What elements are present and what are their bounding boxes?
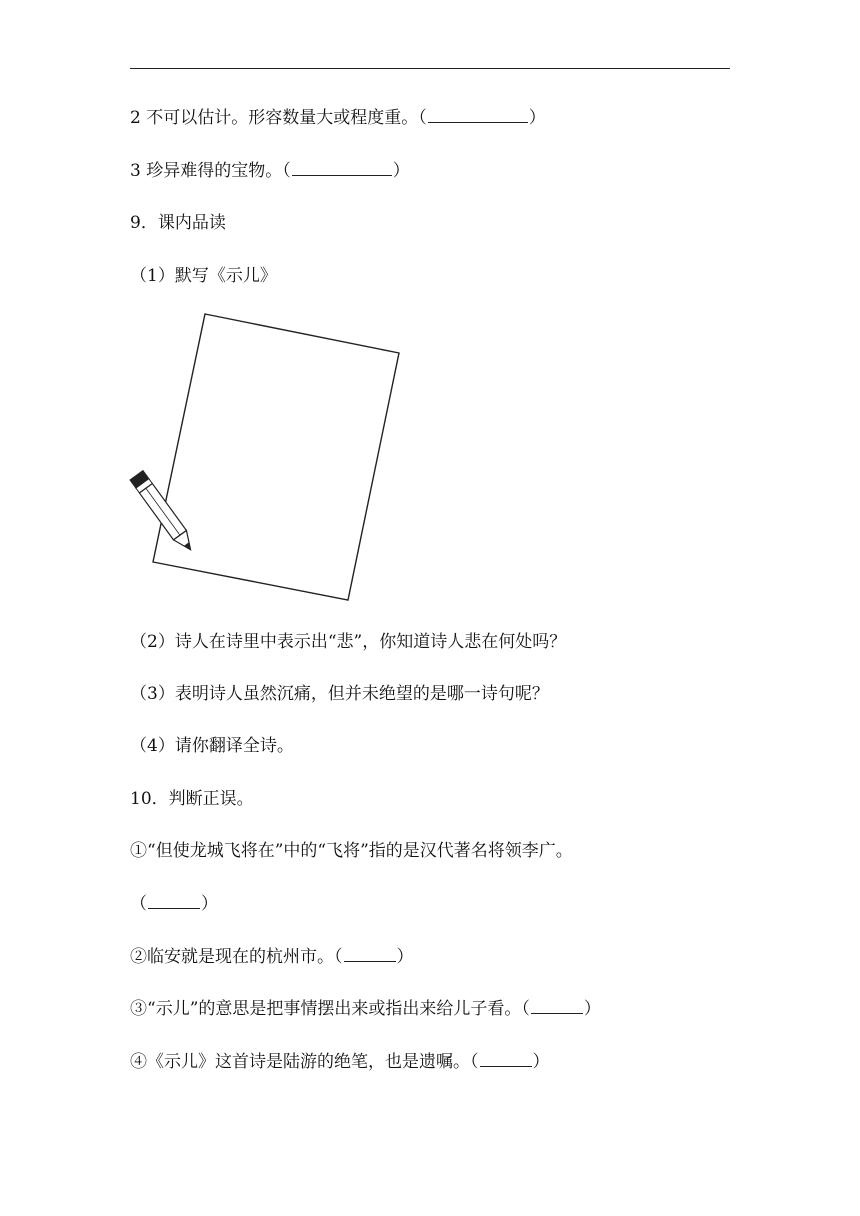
question-10-title: 10．判断正误。 [130,789,254,809]
paper-and-pencil-icon [126,310,406,605]
question-10-item-3 [130,997,601,1020]
definition-2-text: 2 不可以估计。形容数量大或程度重。（ [130,108,427,128]
definition-2-close: ） [528,108,546,128]
question-9-part-2: （2）诗人在诗里中表示出“悲”，你知道诗人悲在何处吗？ [130,632,567,652]
item-1-close-paren: ） [201,894,218,914]
header-rule [130,68,730,69]
definition-3-close: ） [392,161,410,181]
answer-blank-item-4[interactable] [480,1050,532,1067]
question-9-part-3: （3）表明诗人虽然沉痛，但并未绝望的是哪一诗句呢？ [130,684,549,704]
item-2-text: ②临安就是现在的杭州市。（ [130,947,343,967]
definition-line-2 [130,106,546,129]
question-10-item-4 [130,1050,550,1073]
question-9-title: 9．课内品读 [130,213,226,233]
definition-3-text: 3 珍异难得的宝物。（ [130,161,291,181]
answer-blank-item-2[interactable] [344,945,396,962]
item-3-text: ③“示儿”的意思是把事情摆出来或指出来给儿子看。（ [130,999,530,1019]
question-10-item-2 [130,945,414,968]
item-3-close-paren: ） [583,999,601,1019]
answer-blank-item-3[interactable] [531,997,583,1014]
question-9-part-1: （1）默写《示儿》 [130,266,277,286]
item-2-close-paren: ） [396,947,414,967]
item-1-open-paren: （ [130,894,147,914]
answer-blank-item-1[interactable] [148,892,200,909]
answer-blank-def-2[interactable] [428,106,528,123]
item-4-text: ④《示儿》这首诗是陆游的绝笔，也是遗嘱。（ [130,1052,479,1072]
item-4-close-paren: ） [532,1052,550,1072]
question-10-item-1: ①“但使龙城飞将在”中的“飞将”指的是汉代著名将领李广。 [130,841,573,861]
definition-line-3 [130,159,410,182]
question-9-part-4: （4）请你翻译全诗。 [130,736,294,756]
answer-blank-def-3[interactable] [292,159,392,176]
question-10-item-1-answer [130,892,218,915]
